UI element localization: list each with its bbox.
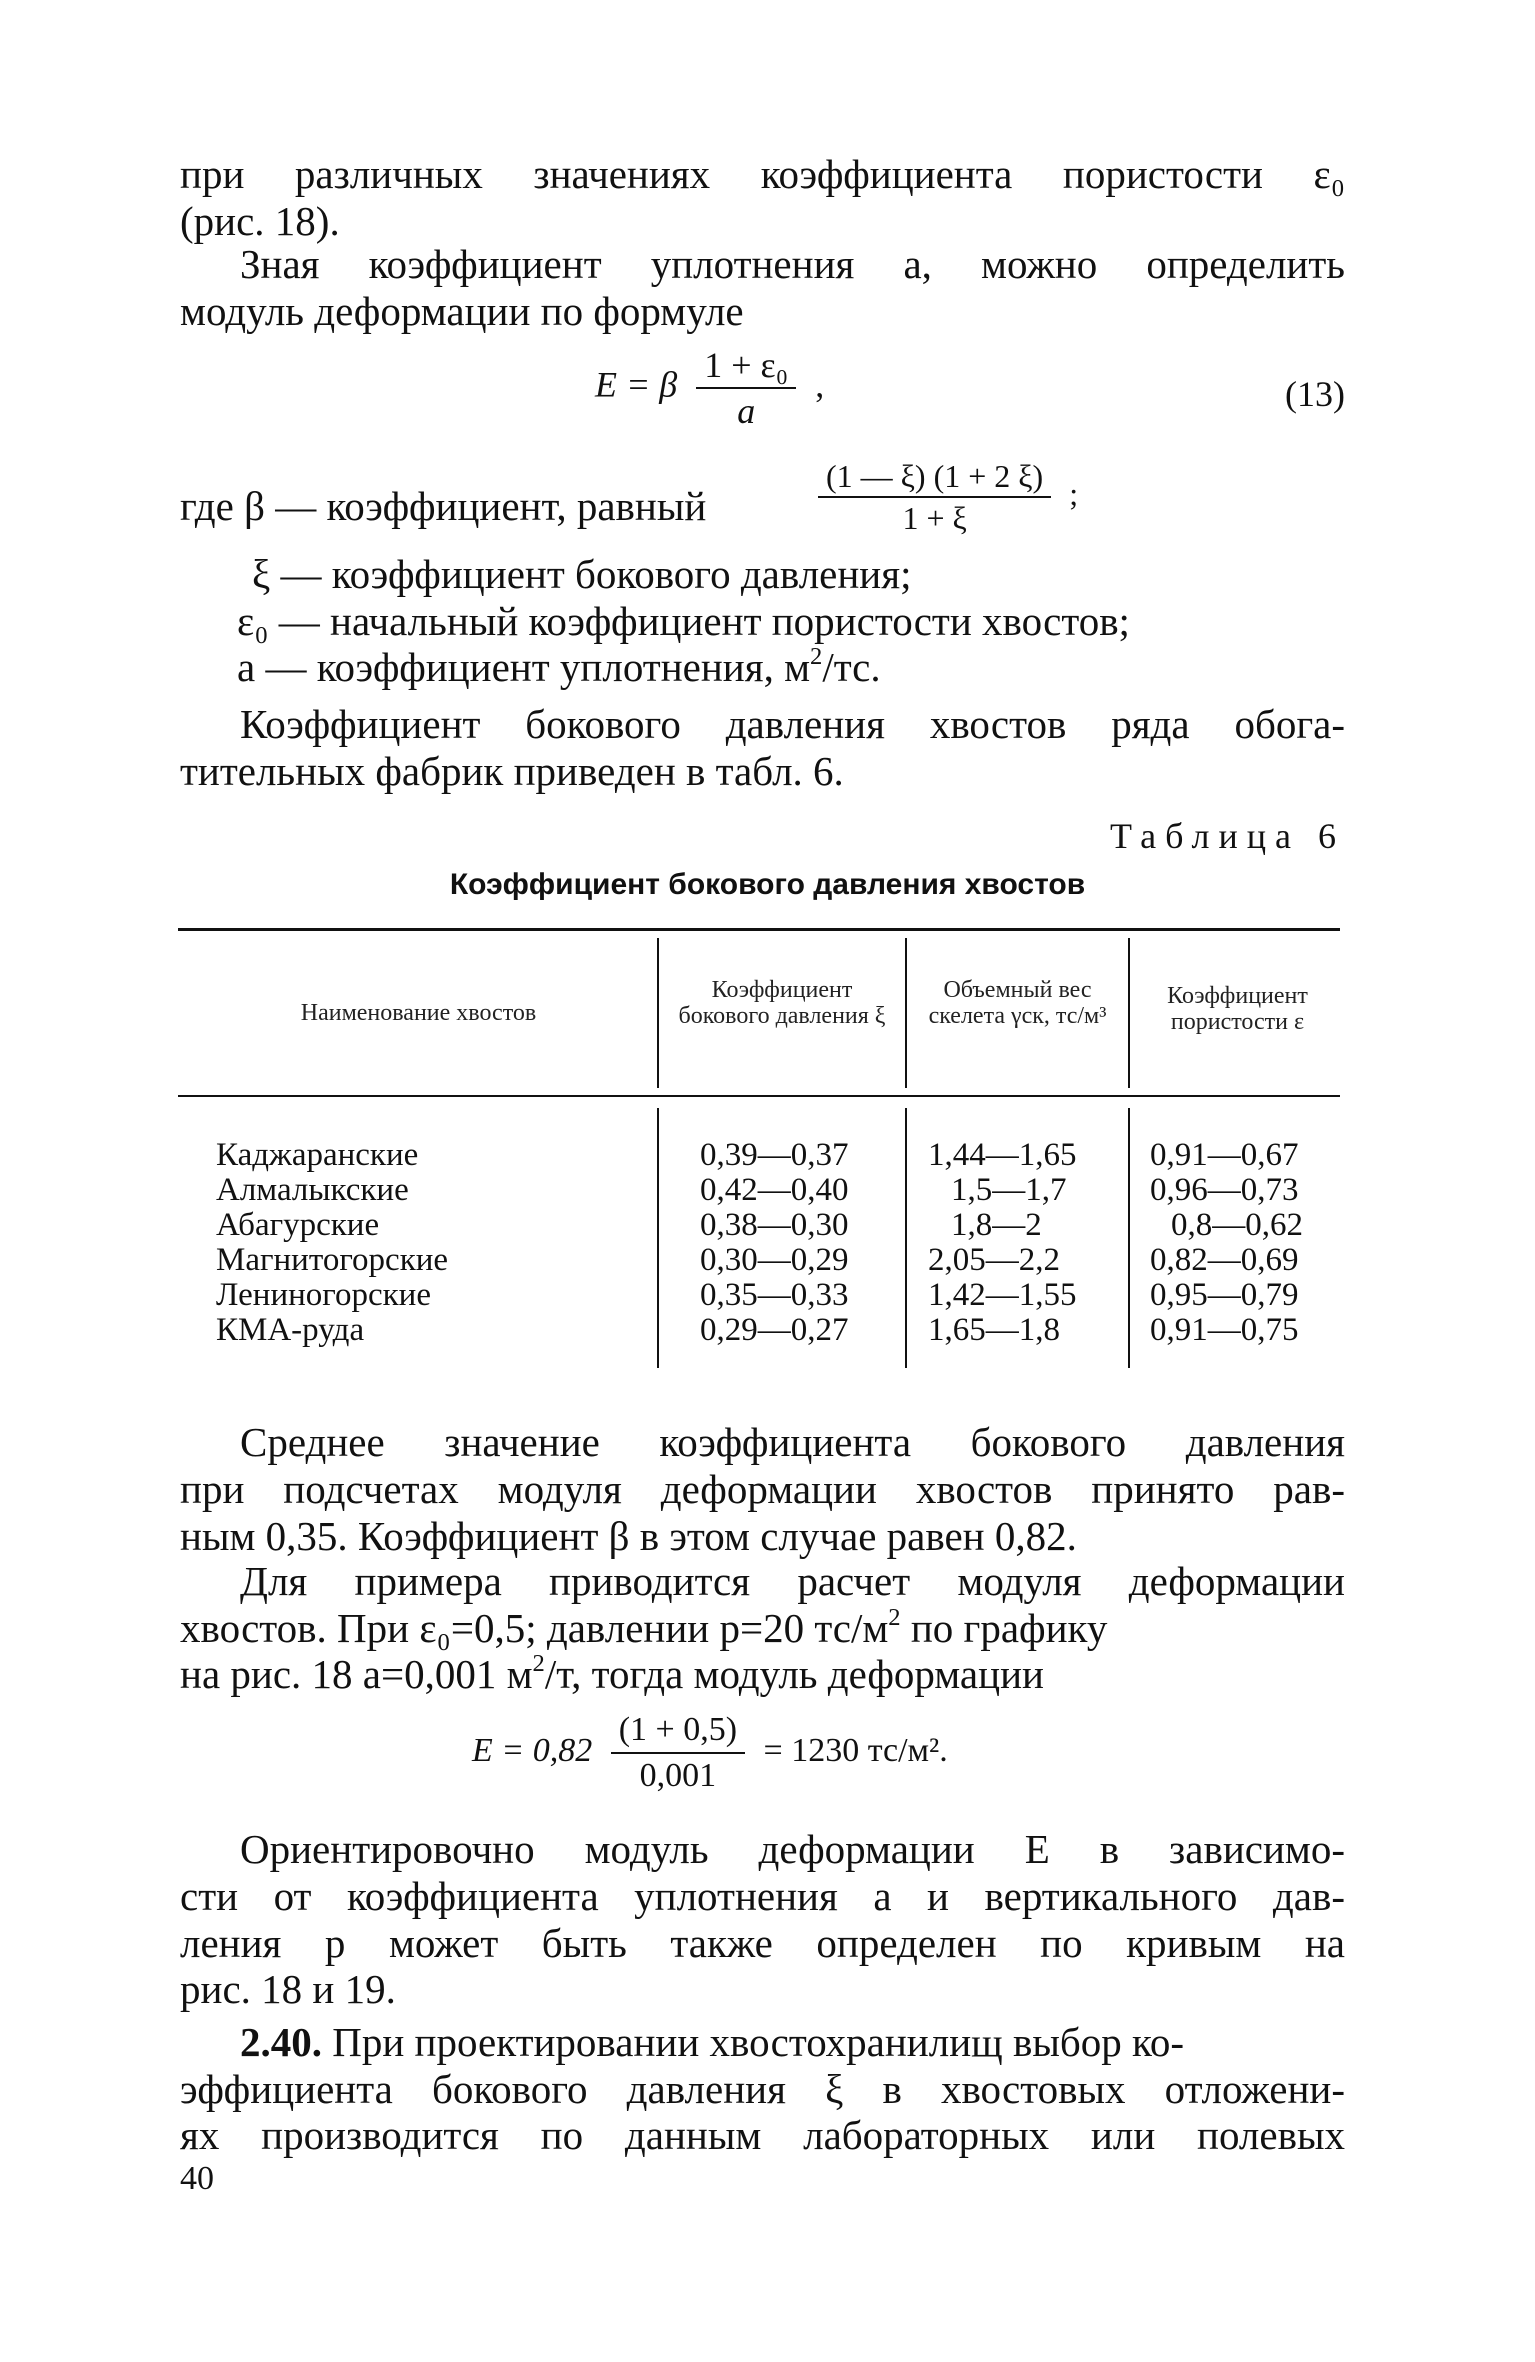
formula-denominator: a: [737, 391, 756, 431]
text-fragment: a — коэффициент уплотнения, м: [237, 644, 811, 690]
table-top-rule: [178, 928, 1340, 931]
superscript: 2: [532, 1649, 545, 1677]
formula-numerator: (1 + 0,5): [611, 1710, 745, 1754]
table-cell: 1,44—1,65: [928, 1137, 1077, 1173]
text-line: ях производится по данным лабораторных или полевых: [180, 2112, 1345, 2158]
beta-formula: [808, 458, 1078, 536]
text-fragment: При проектировании хвостохранилищ выбор ко-: [322, 2019, 1184, 2065]
table-label: Таблица 6: [1110, 816, 1345, 856]
table-header-name: Наименование хвостов: [300, 1000, 537, 1026]
text-line: при различных значениях коэффициента пористости ε₀: [180, 151, 1345, 197]
formula-lhs: E = 0,82: [472, 1731, 593, 1769]
equation-number: (13): [1285, 374, 1345, 414]
table-column-rule: [1128, 938, 1130, 1088]
formula-denominator: 0,001: [639, 1757, 717, 1794]
beta-denominator: 1 + ξ: [902, 500, 967, 536]
formula-comma: ,: [815, 364, 825, 405]
table-cell: 0,38—0,30: [700, 1207, 849, 1243]
text-line: где β — коэффициент, равный: [180, 483, 707, 529]
table-cell: 0,30—0,29: [700, 1242, 849, 1278]
text-line: Ориентировочно модуль деформации E в зависимо-: [240, 1826, 1345, 1872]
superscript: 2: [810, 642, 823, 670]
table-cell: 1,8—2: [951, 1207, 1042, 1243]
text-line: при подсчетах модуля деформации хвостов принято рав-: [180, 1466, 1345, 1512]
text-fragment: /т, тогда модуль деформации: [544, 1651, 1044, 1697]
formula-13: [595, 345, 824, 431]
table-cell: 2,05—2,2: [928, 1242, 1060, 1278]
table-cell: 0,82—0,69: [1150, 1242, 1299, 1278]
text-line: модуль деформации по формуле: [180, 288, 744, 334]
table-cell: 0,35—0,33: [700, 1277, 849, 1313]
table-cell-name: Абагурские: [216, 1207, 380, 1243]
table-cell-name: Лениногорские: [216, 1277, 431, 1313]
table-cell: 0,8—0,62: [1171, 1207, 1303, 1243]
table-cell: 0,42—0,40: [700, 1172, 849, 1208]
superscript: 2: [888, 1603, 901, 1631]
text-line: ξ — коэффициент бокового давления;: [252, 551, 912, 597]
text-line: Среднее значение коэффициента бокового давления: [240, 1419, 1345, 1465]
formula-lhs: E = β: [595, 364, 678, 405]
table-column-rule: [657, 938, 659, 1088]
table-title: Коэффициент бокового давления хвостов: [449, 868, 1086, 901]
table-cell: 0,96—0,73: [1150, 1172, 1299, 1208]
table-cell: 0,39—0,37: [700, 1137, 849, 1173]
beta-numerator: (1 — ξ) (1 + 2 ξ): [818, 458, 1051, 498]
text-fragment: /тс.: [822, 644, 881, 690]
text-line: (рис. 18).: [180, 198, 340, 244]
table-cell-name: Каджаранские: [216, 1137, 419, 1173]
table-cell-name: Алмалыкские: [216, 1172, 409, 1208]
table-cell: 0,95—0,79: [1150, 1277, 1299, 1313]
table-header-side-pressure: Коэффициент бокового давления ξ: [678, 977, 886, 1029]
table-cell: 1,65—1,8: [928, 1312, 1060, 1348]
text-line: рис. 18 и 19.: [180, 1966, 396, 2012]
formula-result: = 1230 тс/м².: [763, 1731, 948, 1769]
formula-numerator: 1 + ε₀: [696, 345, 796, 389]
table-column-rule: [657, 1108, 659, 1368]
text-line: ления p может быть также определен по кривым на: [180, 1920, 1345, 1966]
text-line: Для примера приводится расчет модуля деформации: [240, 1558, 1345, 1604]
table-column-rule: [1128, 1108, 1130, 1368]
table-header-unit-weight: Объемный вес скелета γск, тс/м³: [928, 977, 1107, 1029]
table-cell: 0,29—0,27: [700, 1312, 849, 1348]
text-line: [237, 643, 881, 691]
table-cell-name: КМА-руда: [216, 1312, 365, 1348]
section-number: 2.40.: [240, 2019, 322, 2065]
text-line: Коэффициент бокового давления хвостов ряда обога-: [240, 701, 1345, 747]
text-fragment: хвостов. При ε₀=0,5; давлении p=20 тс/м: [180, 1605, 889, 1651]
table-cell: 1,42—1,55: [928, 1277, 1077, 1313]
page-number: 40: [180, 2160, 214, 2197]
beta-semicolon: ;: [1069, 475, 1079, 512]
text-line: тительных фабрик приведен в табл. 6.: [180, 748, 844, 794]
text-line: ным 0,35. Коэффициент β в этом случае равен 0,82.: [180, 1513, 1077, 1559]
text-line: [180, 1604, 1345, 1652]
table-column-rule: [905, 938, 907, 1088]
text-fragment: на рис. 18 a=0,001 м: [180, 1651, 533, 1697]
table-cell: 0,91—0,67: [1150, 1137, 1299, 1173]
modulus-formula: [472, 1710, 948, 1796]
text-line: Зная коэффициент уплотнения a, можно определить: [240, 241, 1345, 287]
text-fragment: по графику: [900, 1605, 1108, 1651]
table-cell-name: Магнитогорские: [216, 1242, 449, 1278]
text-line: сти от коэффициента уплотнения a и вертикального дав-: [180, 1873, 1345, 1919]
table-cell: 0,91—0,75: [1150, 1312, 1299, 1348]
table-header-rule: [178, 1095, 1340, 1097]
text-line: эффициента бокового давления ξ в хвостовых отложени-: [180, 2066, 1345, 2112]
text-line: [180, 1650, 1345, 1698]
text-line: ε₀ — начальный коэффициент пористости хвостов;: [237, 598, 1130, 644]
table-column-rule: [905, 1108, 907, 1368]
text-line: [240, 2018, 1345, 2066]
table-cell: 1,5—1,7: [951, 1172, 1067, 1208]
table-header-porosity: Коэффициент пористости ε: [1167, 983, 1308, 1035]
